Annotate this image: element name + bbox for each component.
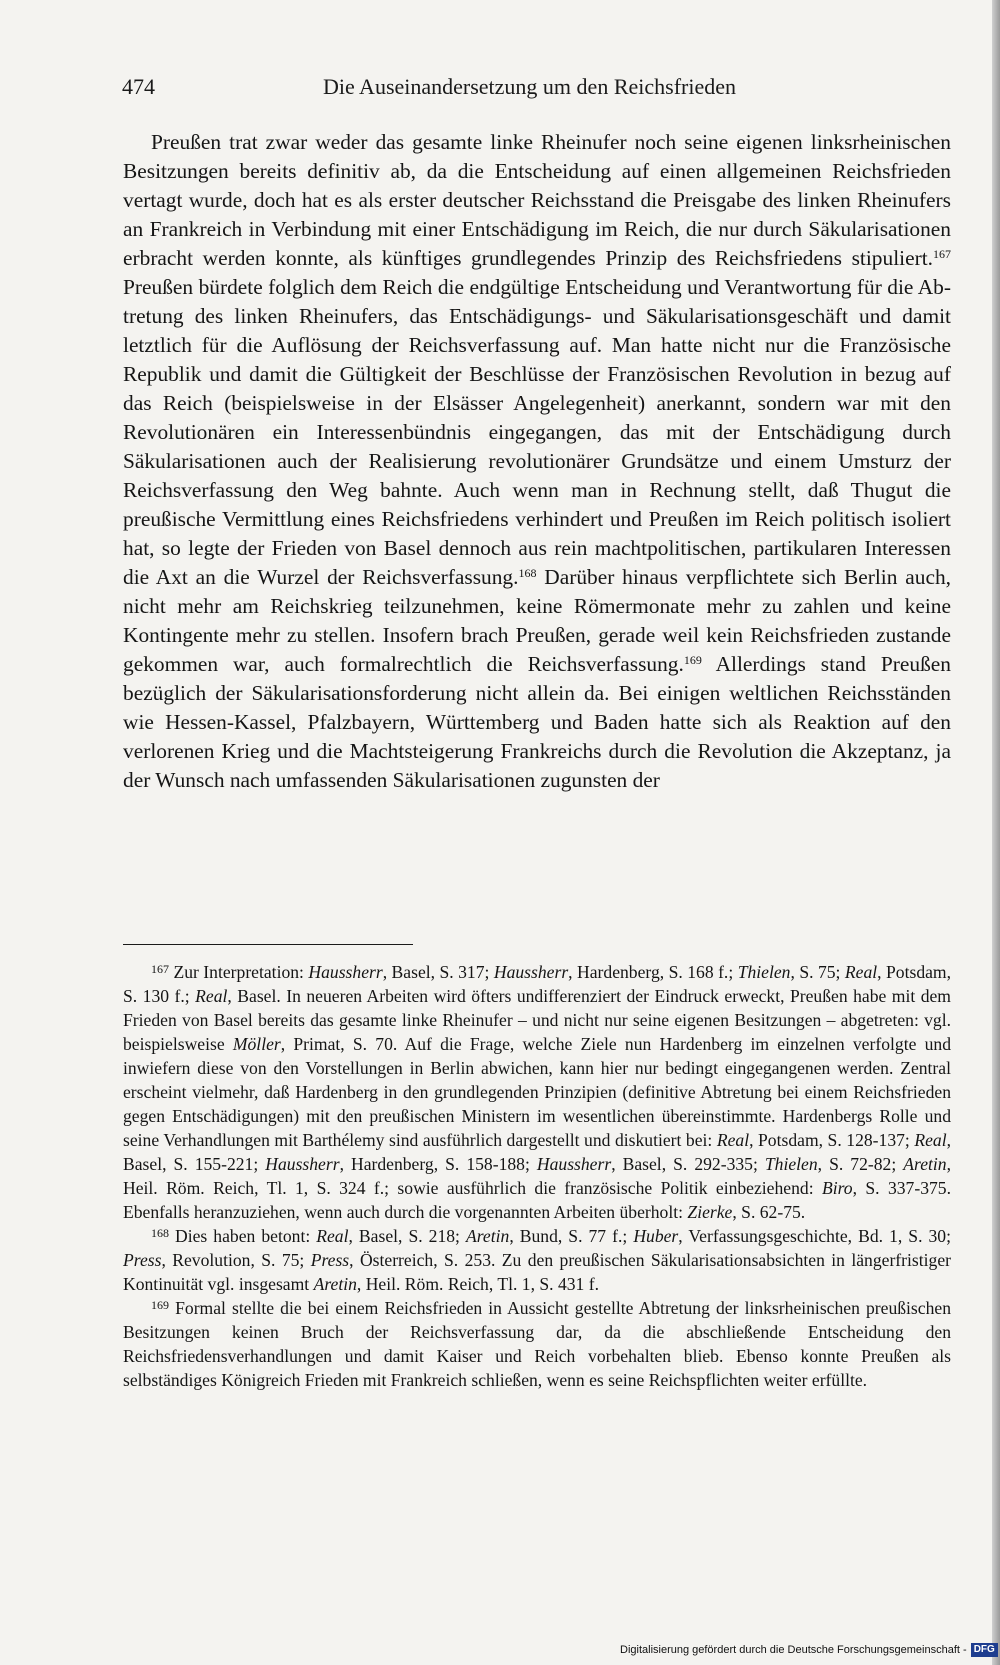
fn-author: Haussherr: [536, 1154, 612, 1174]
text-segment: Preußen trat zwar weder das gesamte linke Rheinufer noch seine eigenen linksrheinischen Besitzungen bereits definitiv ab, da die Entscheidung auf einen allgemeinen Reichsfrieden vertagt wurde, doch hat es als erster deutscher Reichsstand die Preisgabe des linken Rheinufers an Frankreich in Verbindung mit einer Entschädigung im Reich, die nur durch Säkularisationen erbracht werden konnte, als künftiges grundlegendes Prinzip des Reichsfriedens stipuliert.: [123, 130, 951, 270]
fn-text: Zur Interpretation:: [169, 962, 309, 982]
fn-author: Huber: [633, 1226, 679, 1246]
text-segment: Preußen bürdete folglich dem Reich die endgültige Entscheidung und Verantwortung für die Abtretung des linken Rheinufers, das Entschädigungs- und Säkularisationsgeschäft und damit letztlich für die Auflösung der Reichsverfassung auf. Man hatte nicht nur die Französische Republik und damit die Gültigkeit der Beschlüsse der Französischen Revolution in bezug auf das Reich (beispielsweise in der Elsässer Angelegenheit) anerkannt, sondern war mit den Revolutionären ein Interessenbündnis eingegangen, das mit der Entschädigung durch Säkularisationen auch der Realisierung revolutionärer Grundsätze und einem Umsturz der Reichsverfassung den Weg bahnte. Auch wenn man in Rechnung stellt, daß Thugut die preußische Vermittlung eines Reichsfriedens verhindert und Preußen im Reich politisch isoliert hat, so legte der Frieden von Basel dennoch aus rein machtpolitischen, partikularen Interessen die Axt an die Wurzel der Reichsverfassung.: [123, 275, 951, 589]
fn-text: , Revolution, S. 75;: [161, 1250, 311, 1270]
footnote-167: [123, 960, 951, 1224]
text-segment: Allerdings stand Preußen bezüglich der Säkularisationsforderung nicht allein da. Bei einigen weltlichen Reichsständen wie Hessen-Kassel, Pfalzbayern, Württemberg und Baden hatte sich als Reaktion auf den verlorenen Krieg und die Machtsteigerung Frankreichs durch die Revolution die Akzeptanz, ja der Wunsch nach umfassenden Säkularisationen zugunsten der: [123, 652, 951, 792]
fn-text: , Hardenberg, S. 168 f.;: [568, 962, 738, 982]
page-header: [122, 68, 942, 108]
fn-author: Haussherr: [493, 962, 569, 982]
fn-author: Aretin: [903, 1154, 947, 1174]
fn-author: Real: [844, 962, 878, 982]
footnote-169: [123, 1296, 951, 1392]
fn-text: , Bund, S. 77 f.;: [509, 1226, 634, 1246]
fn-text: , Potsdam, S. 128-137;: [749, 1130, 915, 1150]
footnote-ref-167[interactable]: 167: [933, 247, 951, 261]
footnote-divider: [123, 944, 413, 945]
fn-author: Press: [123, 1250, 162, 1270]
fn-author: Thielen: [737, 962, 791, 982]
main-text: [123, 128, 951, 795]
footnote-number: 168: [151, 1226, 169, 1240]
fn-text: , S. 72-82;: [817, 1154, 904, 1174]
dfg-logo-icon: DFG: [971, 1643, 998, 1657]
paragraph: [123, 128, 951, 795]
footer-text: Digitalisierung gefördert durch die Deutsche Forschungsgemeinschaft -: [620, 1643, 967, 1656]
fn-text: , Basel, S. 317;: [382, 962, 494, 982]
footnote-number: 169: [151, 1298, 169, 1312]
fn-author: Aretin: [313, 1274, 357, 1294]
text-segment: Darüber hinaus verpflichtete sich Berlin auch, nicht mehr am Reichskrieg teilzunehmen, keine Römermonate mehr zu zahlen und keine Kontingente mehr zu stellen. Insofern brach Preußen, gerade weil kein Reichsfrieden zustande gekommen war, auch formalrechtlich die Reichsverfassung.: [123, 565, 951, 676]
footnote-ref-168[interactable]: 168: [518, 566, 537, 580]
fn-author: Haussherr: [308, 962, 383, 982]
footnote-number: 167: [151, 962, 169, 976]
fn-text: , Basel. In neueren Arbeiten wird öfters undifferenziert der Eindruck erweckt, Preußen habe mit dem Frieden von Basel bereits das gesamte linke Rheinufer – und nicht nur seine eigenen Besitzungen – abgetreten: vgl. beispielsweise: [123, 986, 951, 1054]
fn-author: Real: [195, 986, 228, 1006]
fn-author: Real: [316, 1226, 349, 1246]
fn-text: , Basel, S. 292-335;: [611, 1154, 765, 1174]
fn-text: , S. 337-375. Ebenfalls heranzuziehen, wenn auch durch die vorgenannten Arbeiten überholt:: [123, 1178, 951, 1222]
footnotes: [123, 960, 951, 1392]
footnote-ref-169[interactable]: 169: [683, 653, 702, 667]
fn-author: Press: [310, 1250, 350, 1270]
fn-text: , Basel, S. 218;: [348, 1226, 466, 1246]
fn-text: , Hardenberg, S. 158-188;: [339, 1154, 537, 1174]
fn-text: , Österreich, S. 253. Zu den preußischen Säkularisationsabsichten in längerfristiger Kontinuität vgl. insgesamt: [123, 1250, 952, 1294]
fn-author: Real: [914, 1130, 947, 1150]
digitization-footer: [620, 1643, 995, 1661]
fn-author: Biro: [821, 1178, 853, 1198]
fn-text: , Heil. Röm. Reich, Tl. 1, S. 431 f.: [356, 1274, 599, 1294]
fn-text: Dies haben betont:: [169, 1226, 317, 1246]
fn-author: Thielen: [764, 1154, 818, 1174]
fn-text: , Verfassungsgeschichte, Bd. 1, S. 30;: [678, 1226, 951, 1246]
fn-text: , Primat, S. 70. Auf die Frage, welche Ziele nun Hardenberg im einzelnen verfolgte und inwiefern diese von den Vorstellungen in Berlin abwichen, kann hier nur bedingt eingegangenen werden. Zentral erscheint vielmehr, daß Hardenberg in den grundlegenden Prinzipien (definitive Abtretung bei einem Reichsfrieden gegen Entschädigungen) mit den preußischen Ministern im wesentlichen übereinstimmte. Hardenbergs Rolle und seine Verhandlungen mit Barthélemy sind ausführlich dargestellt und diskutiert bei:: [123, 1034, 951, 1150]
fn-author: Zierke: [687, 1202, 733, 1222]
fn-text: , S. 62-75.: [732, 1202, 806, 1222]
page-number: 474: [122, 74, 155, 99]
fn-author: Haussherr: [265, 1154, 340, 1174]
fn-author: Möller: [232, 1034, 281, 1054]
page-edge: [992, 0, 1000, 1665]
fn-text: , Potsdam, S. 130 f.;: [123, 962, 952, 1006]
footnote-168: [123, 1224, 951, 1296]
fn-text: , Basel, S. 155-221;: [123, 1130, 951, 1174]
fn-text: Formal stellte die bei einem Reichsfrieden in Aussicht gestellte Abtretung der linksrheinischen preußischen Besitzungen keinen Bruch der Reichsverfassung dar, da die abschließende Entscheidung den Reichsfriedensverhandlungen und damit Kaiser und Reich vorbehalten blieb. Ebenso konnte Preußen als selbständiges Königreich Frieden mit Frankreich schließen, wenn es seine Reichspflichten weiter erfüllte.: [123, 1298, 951, 1390]
fn-author: Aretin: [465, 1226, 510, 1246]
fn-text: , Heil. Röm. Reich, Tl. 1, S. 324 f.; sowie ausführlich die französische Politik einbeziehend:: [123, 1154, 951, 1198]
fn-author: Real: [716, 1130, 750, 1150]
fn-text: , S. 75;: [790, 962, 845, 982]
running-head: Die Auseinandersetzung um den Reichsfrieden: [323, 74, 736, 99]
